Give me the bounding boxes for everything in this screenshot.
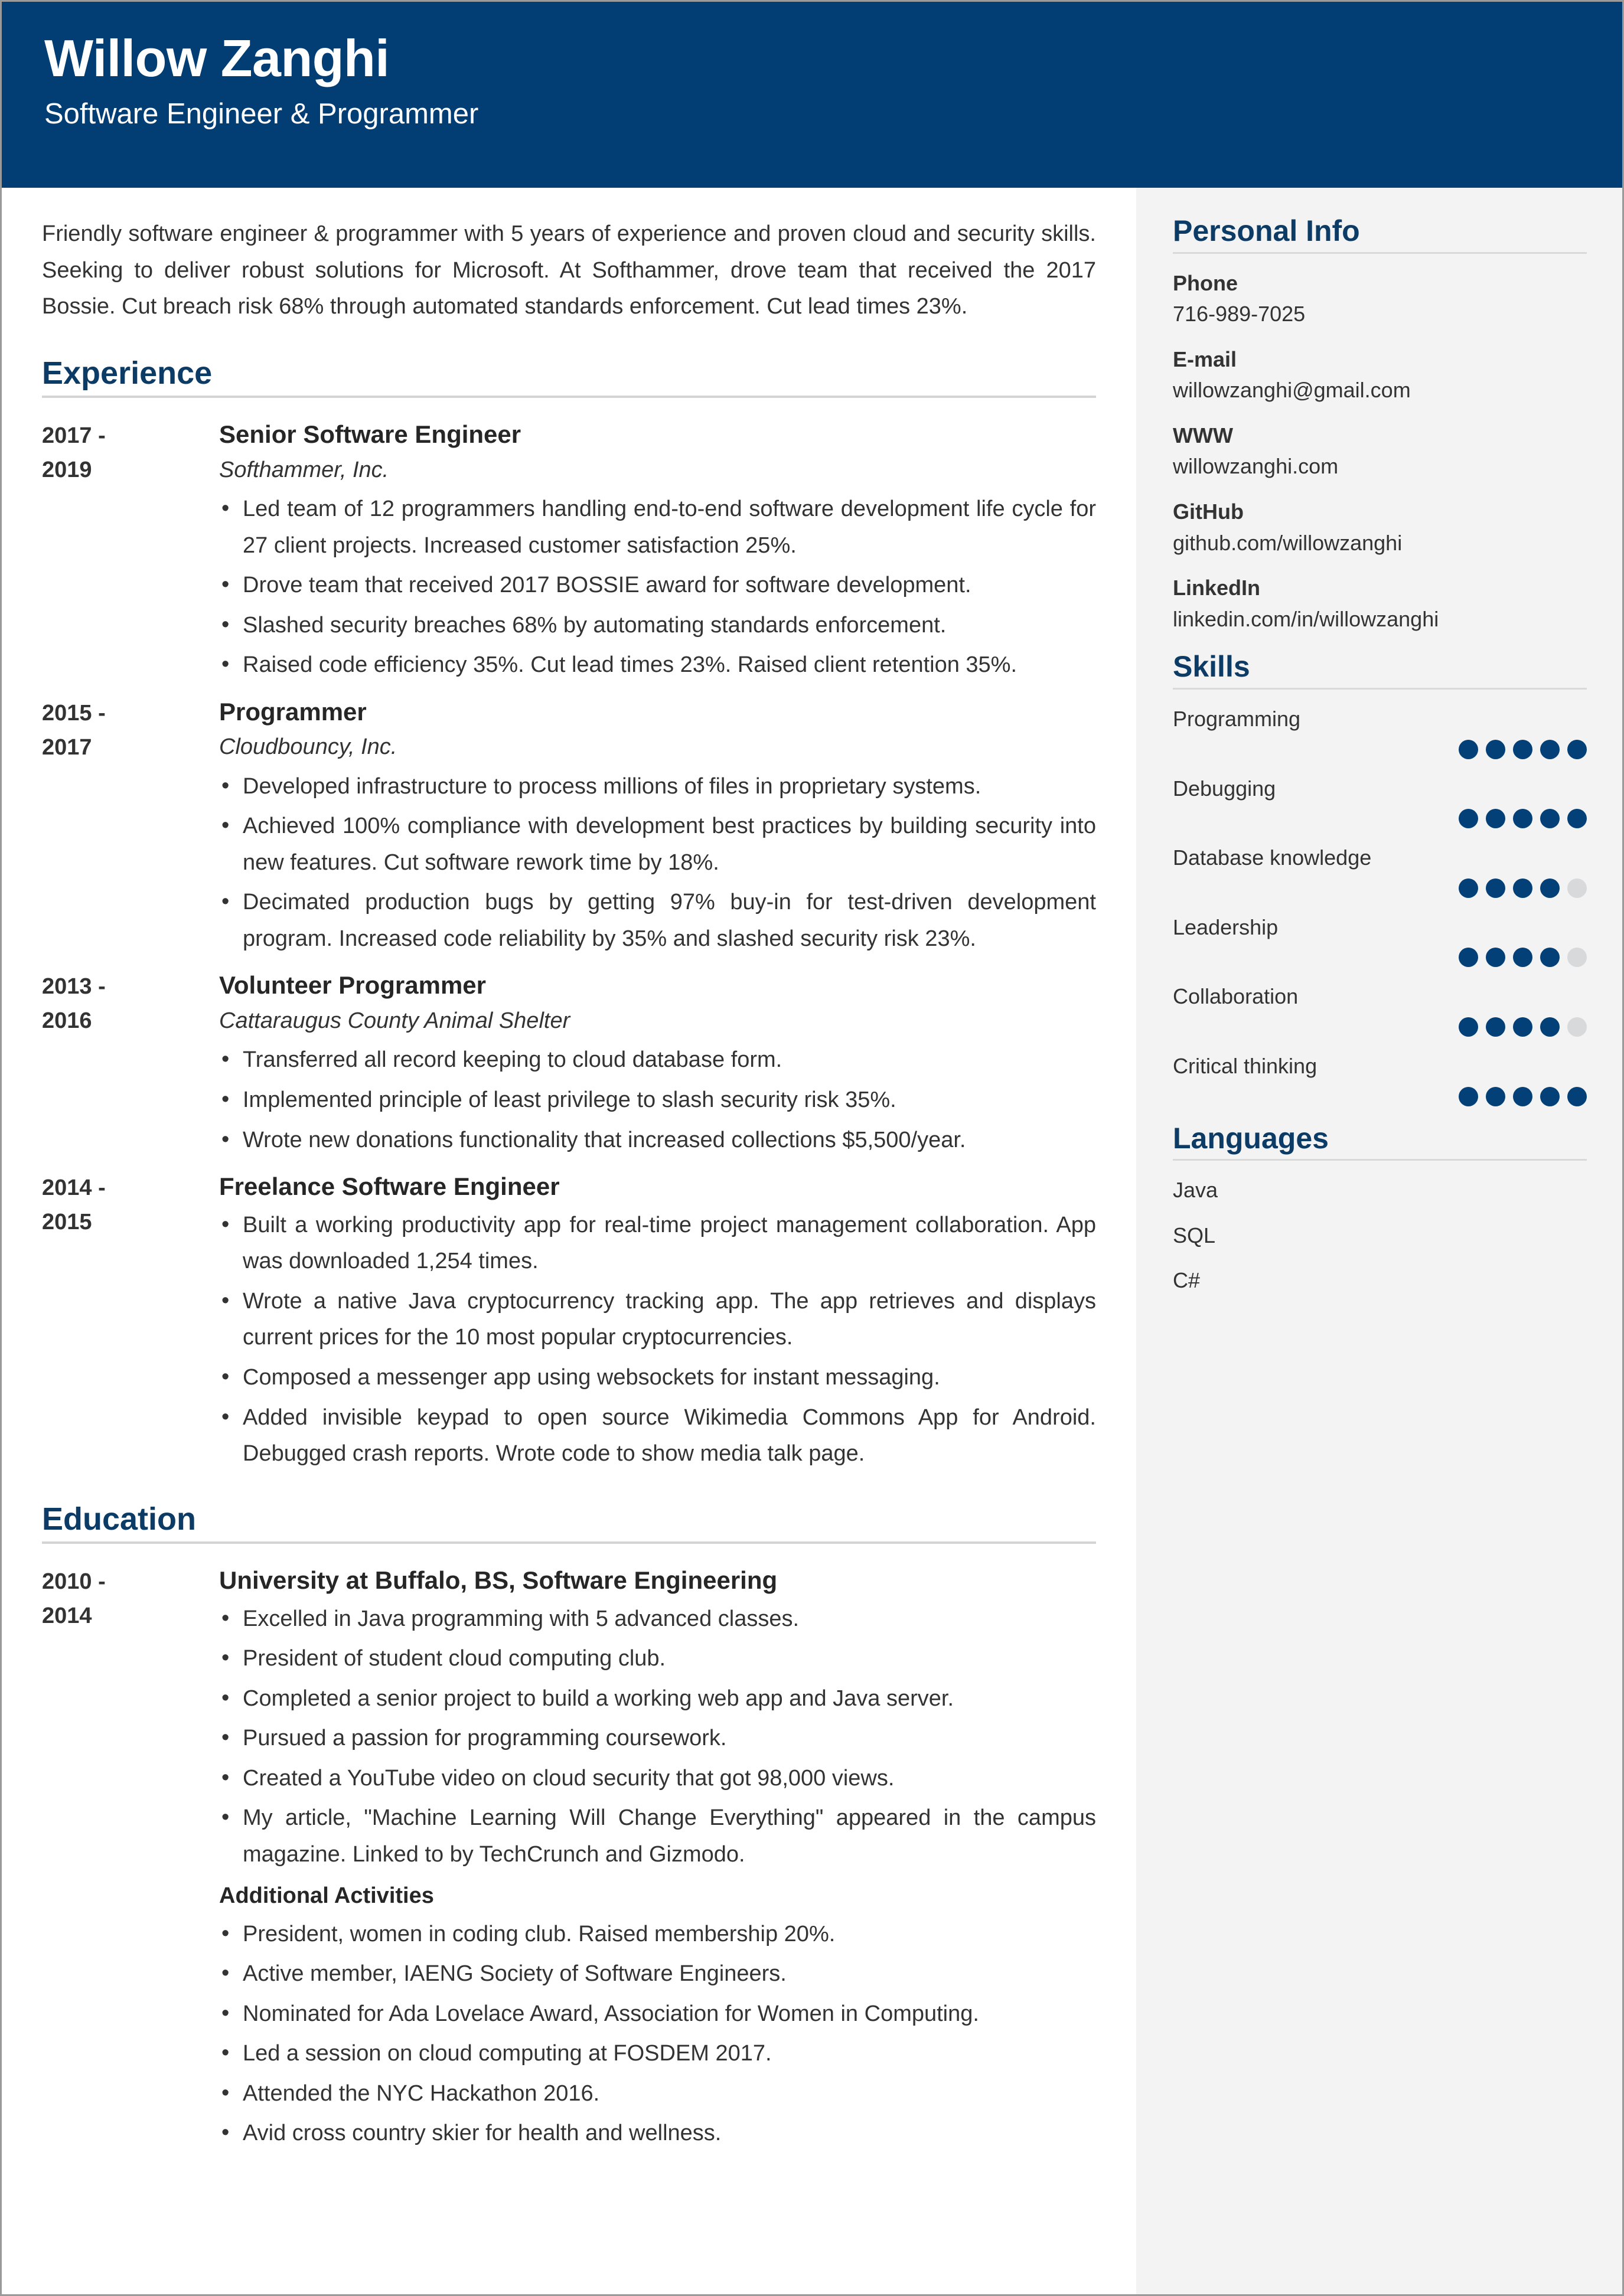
entry-sub-bullet-list [219, 1916, 1096, 2152]
skill-rating [1173, 740, 1587, 759]
bullet-item: • Added invisible keypad to open source Wikimedia Commons App for Android. Debugged crash reports. Wrote code to show media talk page. [219, 1400, 1096, 1472]
skill-label: Critical thinking [1173, 1053, 1318, 1078]
personal-info-item [1173, 574, 1587, 633]
skills-section [1173, 650, 1587, 1106]
bullet-item: • Implemented principle of least privilege to slash security risk 35%. [219, 1082, 1096, 1119]
entry-date-start: 2010 - [42, 1569, 106, 1594]
rating-dot-filled [1540, 1087, 1560, 1106]
skill-row [1173, 1052, 1587, 1106]
entry-role-title: University at Buffalo, BS, Software Engineering [219, 1566, 778, 1594]
rating-dot-filled [1513, 809, 1532, 828]
education-heading: Education [42, 1501, 197, 1537]
personal-info-item [1173, 422, 1587, 481]
personal-info-value[interactable]: 716-989-7025 [1173, 302, 1306, 326]
entry-date-range [42, 1170, 219, 1476]
entry-date-range [42, 418, 219, 687]
candidate-job-title: Software Engineer & Programmer [44, 98, 479, 130]
skill-label: Database knowledge [1173, 845, 1372, 870]
languages-divider [1173, 1159, 1587, 1161]
skills-divider [1173, 688, 1587, 690]
bullet-item: • Achieved 100% compliance with development best practices by building security into new features. Cut software rework time by 18%. [219, 808, 1096, 881]
bullet-item: • Slashed security breaches 68% by automating standards enforcement. [219, 608, 1096, 644]
education-section [42, 1484, 1096, 2155]
entry-organization: Cloudbouncy, Inc. [219, 734, 397, 760]
bullet-item: • Decimated production bugs by getting 97% buy-in for test-driven development program. Increased code reliability by 35% and slashed security risk 23%. [219, 884, 1096, 957]
rating-dot-filled [1459, 878, 1478, 898]
bullet-item: • Developed infrastructure to process millions of files in proprietary systems. [219, 769, 1096, 805]
rating-dot-filled [1513, 740, 1532, 759]
entry-sub-heading: Additional Activities [219, 1883, 434, 1908]
education-entry [42, 1564, 1096, 2155]
bullet-item: • Avid cross country skier for health and wellness. [219, 2115, 1096, 2152]
rating-dot-filled [1513, 1087, 1532, 1106]
entry-bullet-list [219, 1042, 1096, 1158]
rating-dot-filled [1459, 740, 1478, 759]
personal-info-label: WWW [1173, 423, 1233, 448]
personal-info-divider [1173, 252, 1587, 254]
entry-details [219, 418, 1096, 687]
personal-info-list [1173, 269, 1587, 634]
resume-header [2, 2, 1622, 188]
bullet-item: • Wrote a native Java cryptocurrency tracking app. The app retrieves and displays current prices for the 10 most popular cryptocurrencies. [219, 1283, 1096, 1356]
entry-role-title: Freelance Software Engineer [219, 1173, 560, 1201]
rating-dot-filled [1486, 1087, 1505, 1106]
personal-info-value[interactable]: linkedin.com/in/willowzanghi [1173, 606, 1439, 631]
entry-date-range [42, 695, 219, 961]
rating-dot-filled [1513, 878, 1532, 898]
skills-heading: Skills [1173, 650, 1250, 684]
rating-dot-filled [1486, 1017, 1505, 1037]
personal-info-item [1173, 345, 1587, 405]
bullet-item: • Led team of 12 programmers handling end-to-end software development life cycle for 27 client projects. Increased customer satisfaction 25%. [219, 491, 1096, 564]
rating-dot-empty [1567, 948, 1587, 967]
entry-bullet-list [219, 1207, 1096, 1472]
skill-row [1173, 705, 1587, 759]
rating-dot-filled [1567, 809, 1587, 828]
skill-label: Collaboration [1173, 984, 1299, 1009]
personal-info-item [1173, 269, 1587, 329]
experience-section [42, 356, 1096, 1476]
rating-dot-filled [1567, 740, 1587, 759]
bullet-item: • Active member, IAENG Society of Software Engineers. [219, 1956, 1096, 1993]
entry-date-end: 2017 [42, 734, 92, 760]
rating-dot-filled [1540, 740, 1560, 759]
experience-entry [42, 1170, 1096, 1476]
experience-heading: Experience [42, 355, 213, 391]
rating-dot-filled [1540, 878, 1560, 898]
rating-dot-filled [1486, 878, 1505, 898]
personal-info-value[interactable]: willowzanghi.com [1173, 454, 1339, 479]
section-spacer [42, 1484, 1096, 1502]
sidebar-column [1136, 188, 1622, 2294]
personal-info-label: LinkedIn [1173, 576, 1261, 600]
entry-details [219, 969, 1096, 1162]
entry-role-title: Programmer [219, 697, 367, 726]
personal-info-section [1173, 214, 1587, 633]
entry-date-end: 2015 [42, 1209, 92, 1234]
bullet-item: • Transferred all record keeping to cloud database form. [219, 1042, 1096, 1079]
personal-info-value[interactable]: willowzanghi@gmail.com [1173, 378, 1411, 403]
entry-date-start: 2017 - [42, 423, 106, 449]
languages-heading: Languages [1173, 1121, 1329, 1155]
entry-details [219, 1564, 1096, 2155]
personal-info-heading: Personal Info [1173, 214, 1360, 247]
rating-dot-filled [1486, 948, 1505, 967]
entry-date-end: 2016 [42, 1008, 92, 1034]
entry-date-start: 2015 - [42, 700, 106, 726]
bullet-item: • Created a YouTube video on cloud security that got 98,000 views. [219, 1761, 1096, 1797]
bullet-item: • My article, "Machine Learning Will Change Everything" appeared in the campus magazine. Linked to by TechCrunch and Gizmodo. [219, 1800, 1096, 1873]
education-divider [42, 1541, 1096, 1544]
rating-dot-filled [1486, 809, 1505, 828]
bullet-item: • Wrote new donations functionality that increased collections $5,500/year. [219, 1122, 1096, 1159]
entry-date-start: 2013 - [42, 974, 106, 1000]
candidate-name: Willow Zanghi [44, 29, 390, 87]
rating-dot-filled [1513, 1017, 1532, 1037]
personal-info-item [1173, 498, 1587, 557]
experience-divider [42, 396, 1096, 398]
entry-date-end: 2019 [42, 457, 92, 482]
entry-details [219, 1170, 1096, 1476]
bullet-item: • President, women in coding club. Raised membership 20%. [219, 1916, 1096, 1953]
experience-entry [42, 969, 1096, 1162]
language-item: Java [1173, 1178, 1218, 1202]
rating-dot-filled [1513, 948, 1532, 967]
entry-role-title: Volunteer Programmer [219, 971, 487, 1000]
rating-dot-empty [1567, 1017, 1587, 1037]
skill-rating [1173, 948, 1587, 967]
bullet-item: • Pursued a passion for programming coursework. [219, 1720, 1096, 1757]
language-item: SQL [1173, 1223, 1216, 1247]
entry-details [219, 695, 1096, 961]
education-entry-list [42, 1564, 1096, 2155]
personal-info-value[interactable]: github.com/willowzanghi [1173, 530, 1403, 555]
bullet-item: • Composed a messenger app using websockets for instant messaging. [219, 1360, 1096, 1396]
entry-bullet-list [219, 769, 1096, 958]
rating-dot-empty [1567, 878, 1587, 898]
experience-entry-list [42, 418, 1096, 1476]
skill-rating [1173, 809, 1587, 828]
bullet-item: • Built a working productivity app for real-time project management collaboration. App was downloaded 1,254 times. [219, 1207, 1096, 1280]
bullet-item: • Excelled in Java programming with 5 advanced classes. [219, 1601, 1096, 1638]
language-item: C# [1173, 1268, 1201, 1293]
bullet-item: • Nominated for Ada Lovelace Award, Association for Women in Computing. [219, 1996, 1096, 2033]
personal-info-label: GitHub [1173, 499, 1244, 524]
entry-bullet-list [219, 491, 1096, 684]
entry-date-end: 2014 [42, 1603, 92, 1628]
skill-rating [1173, 878, 1587, 898]
skill-row [1173, 913, 1587, 968]
bullet-item: • President of student cloud computing club. [219, 1641, 1096, 1677]
main-column [2, 188, 1136, 2294]
entry-organization: Softhammer, Inc. [219, 457, 389, 482]
rating-dot-filled [1459, 1087, 1478, 1106]
skill-label: Programming [1173, 706, 1301, 731]
entry-date-range [42, 1564, 219, 2155]
skill-rating [1173, 1087, 1587, 1106]
entry-role-title: Senior Software Engineer [219, 420, 521, 449]
skills-list [1173, 705, 1587, 1106]
entry-date-start: 2014 - [42, 1175, 106, 1201]
personal-info-label: E-mail [1173, 347, 1237, 371]
experience-entry [42, 695, 1096, 961]
rating-dot-filled [1540, 809, 1560, 828]
languages-section [1173, 1122, 1587, 1295]
entry-date-range [42, 969, 219, 1162]
skill-row [1173, 844, 1587, 898]
rating-dot-filled [1459, 1017, 1478, 1037]
skill-row [1173, 982, 1587, 1037]
rating-dot-filled [1567, 1087, 1587, 1106]
rating-dot-filled [1540, 948, 1560, 967]
bullet-item: • Raised code efficiency 35%. Cut lead times 23%. Raised client retention 35%. [219, 647, 1096, 684]
bullet-item: • Drove team that received 2017 BOSSIE award for software development. [219, 567, 1096, 604]
rating-dot-filled [1486, 740, 1505, 759]
personal-info-label: Phone [1173, 270, 1238, 295]
bullet-item: • Led a session on cloud computing at FOSDEM 2017. [219, 2036, 1096, 2072]
entry-bullet-list [219, 1601, 1096, 1873]
bullet-item: • Completed a senior project to build a working web app and Java server. [219, 1681, 1096, 1717]
rating-dot-filled [1459, 809, 1478, 828]
rating-dot-filled [1459, 948, 1478, 967]
skill-label: Debugging [1173, 776, 1276, 801]
bullet-item: • Attended the NYC Hackathon 2016. [219, 2076, 1096, 2112]
professional-summary: Friendly software engineer & programmer with 5 years of experience and proven cloud and security skills. Seeking to deliver robust solutions for Microsoft. At Softhammer, drove team that received the 2017 Bossie. Cut breach risk 68% through automated standards enforcement. Cut lead times 23%. [42, 221, 1096, 319]
experience-entry [42, 418, 1096, 687]
skill-row [1173, 775, 1587, 829]
entry-organization: Cattaraugus County Animal Shelter [219, 1008, 570, 1034]
skill-label: Leadership [1173, 915, 1279, 939]
resume-body [2, 188, 1622, 2294]
skill-rating [1173, 1017, 1587, 1037]
rating-dot-filled [1540, 1017, 1560, 1037]
languages-list [1173, 1176, 1587, 1295]
